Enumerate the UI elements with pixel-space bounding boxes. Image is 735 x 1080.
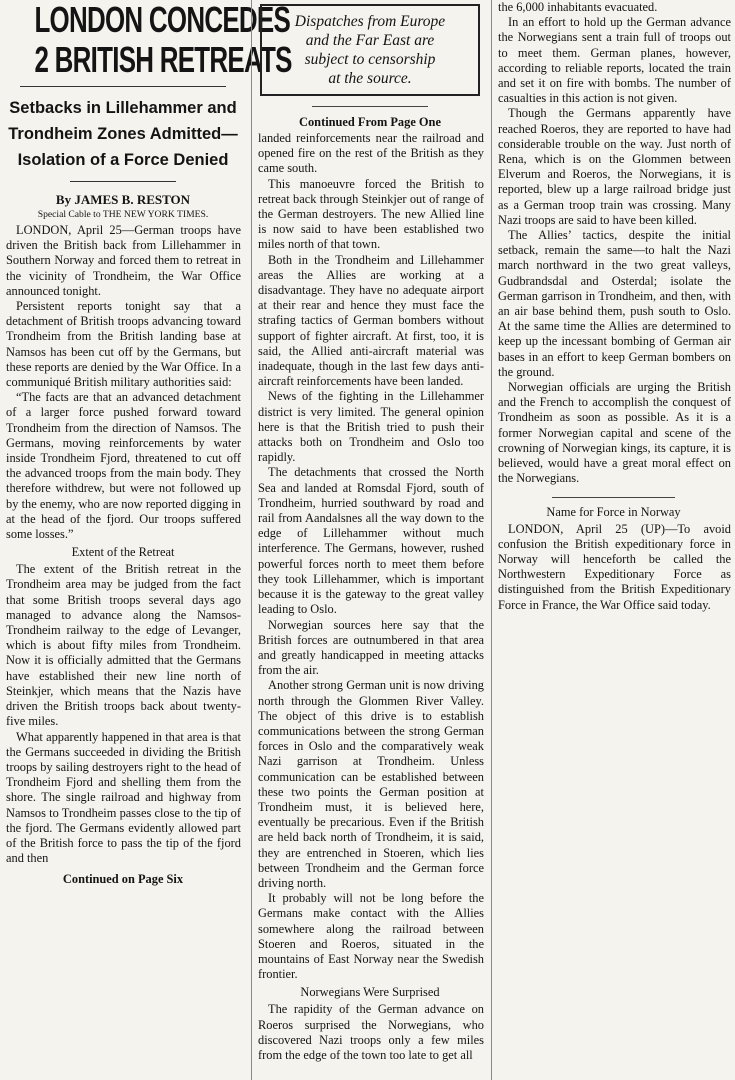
article-paragraph: It probably will not be long before the Germans make contact with the Allies somewhere along the railroad between Stoeren and Roeros, situated in the mountains of East Norway near the Swedish frontier. — [258, 891, 484, 982]
headline-line-1: LONDON CONCEDES — [34, 0, 291, 40]
cable-credit: Special Cable to THE NEW YORK TIMES. — [37, 209, 209, 220]
deck-line-2: Trondheim Zones Admitted— — [8, 125, 238, 143]
censor-line-2: and the Far East are — [305, 32, 435, 49]
continued-on-page-six: Continued on Page Six — [62, 872, 184, 887]
byline: By JAMES B. RESTON — [55, 192, 191, 207]
article-paragraph: The detachments that crossed the North Sea and landed at Romsdal Fjord, south of Trondheim, hurried southward by road and rail from Aandalsnes all the way down to the edge of Lillehammer without much interference. The Germans, however, rushed powerful forces north to meet them before they took Lillehammer, which is important because it is the gateway to the great valley leading to Oslo. — [258, 465, 484, 617]
notice-rule — [552, 497, 675, 498]
deck-rule — [70, 181, 176, 182]
continued-from-page-one: Continued From Page One — [299, 115, 441, 129]
continued-rule — [312, 106, 428, 107]
column-3 — [491, 0, 735, 1080]
headline-rule — [20, 86, 226, 87]
column-1 — [0, 0, 292, 1080]
article-paragraph: Both in the Trondheim and Lillehammer areas the Allies are working at a disadvantage. They have no adequate airport at their rear and hence they must face the strafing tactics of German bombers without support of fighter aircraft. At first, too, it is said, the Allied anti-aircraft material was inadequate, though in the last few days anti-aircraft reinforcements have been landed. — [258, 252, 484, 389]
article-paragraph: The rapidity of the German advance on Roeros surprised the Norwegians, who discovered Nazi troops only a few miles from the edge of the town too late to get all — [258, 1002, 484, 1062]
article-paragraph: LONDON, April 25 (UP)—To avoid confusion the British expeditionary force in Norway will henceforth be called the Northwestern Expeditionary Force as distinguished from the British Expeditionary Force in France, the War Office said today. — [498, 521, 731, 612]
article-paragraph: the 6,000 inhabitants evacuated. — [498, 0, 658, 14]
subheading-extent-of-retreat: Extent of the Retreat — [71, 545, 175, 560]
article-paragraph: Norwegian sources here say that the British forces are outnumbered in that area and greatly handicapped in meeting attacks from the air. — [258, 617, 484, 678]
censor-line-3: subject to censorship — [304, 51, 436, 68]
subheading-name-for-force: Name for Force in Norway — [546, 504, 681, 519]
article-paragraph: News of the fighting in the Lillehammer district is very limited. The general opinion here is that the British tried to push their attacks both on Trondheim and Oslo too rapidly. — [258, 389, 484, 465]
article-paragraph: What apparently happened in that area is that the Germans succeeded in dividing the British troops by sailing destroyers right to the head of Trondheim Fjord and shelling them from the shore. The single railroad and highway from Namsos to Trondheim passes close to the tip of the fjord. The Germans evidently allowed part of the British force to pass the tip of the fjord and then — [6, 729, 241, 866]
article-paragraph: The extent of the British retreat in the Trondheim area may be judged from the fact that some British troops several days ago managed to advance along the Namsos-Trondheim railway to the edge of Levanger, which is about fifty miles from Trondheim. Now it is officially admitted that the Germans have established their new line north of Steinkjer, which means that the Nazis have driven the British troops back about twenty-five miles. — [6, 562, 241, 729]
article-paragraph: Persistent reports tonight say that a detachment of British troops advancing toward Trondheim from the British landing base at Namsos has been cut off by the Germans, but these reports are denied by the War Office. In a communiqué British military authorities said: — [6, 299, 241, 390]
article-paragraph: Norwegian officials are urging the British and the French to accomplish the conquest of Trondheim as soon as possible. As it is a former Norwegian capital and scene of the crowning of Norwegian kings, its capture, it is believed, would have a great moral effect on the Norwegians. — [498, 380, 731, 486]
article-paragraph: Though the Germans apparently have reached Roeros, they are reported to have had considerable trouble on the way. Just north of Rena, which is on the Glommen between Elverum and Roeros, the Norwegians, it is reported, blew up a large railroad bridge just as a German troop train was crossing. Many Nazi troops are said to have been killed. — [498, 106, 731, 227]
deck-line-3: Isolation of a Force Denied — [17, 151, 229, 169]
censor-line-4: at the source. — [328, 70, 412, 87]
deck-line-1: Setbacks in Lillehammer and — [9, 99, 237, 117]
censor-line-1: Dispatches from Europe — [294, 13, 446, 30]
censorship-notice-box — [260, 4, 480, 96]
article-paragraph: landed reinforcements near the railroad and opened fire on the rest of the British as they came south. — [258, 131, 484, 176]
article-paragraph: “The facts are that an advanced detachment of a larger force pushed forward toward Trondheim from the direction of Namsos. The Germans, moving reinforcements by water inside Trondheim Fjord, threatened to cut off the advanced troops from the main body. They therefore withdrew, but were not followed up by the enemy, who are now reported digging in at the head of the fjord. Our troops suffered some losses.” — [6, 390, 241, 542]
article-paragraph: Another strong German unit is now driving north through the Glommen River Valley. The object of this drive is to establish communications between the strong German forces in Oslo and the comparatively weak Nazi garrison at Trondheim. Unless communication can be established between these two points the German position at Trondheim must, it is believed here, eventually be precarious. Even if the British are held back north of Trondheim, it is said, they are entrenched in Stoeren, which lies between Trondheim and the German force driving north. — [258, 678, 484, 890]
column-2 — [251, 0, 488, 1080]
article-paragraph: This manoeuvre forced the British to retreat back through Steinkjer out of range of the German destroyers. The new Allied line is now said to have been established two miles north of that town. — [258, 176, 484, 252]
article-paragraph: LONDON, April 25—German troops have driven the British back from Lillehammer in Southern Norway and forced them to retreat in the vicinity of Trondheim, the War Office announced tonight. — [6, 223, 241, 298]
subheading-norwegians-surprised: Norwegians Were Surprised — [300, 985, 440, 1000]
article-paragraph: In an effort to hold up the German advance the Norwegians sent a train full of troops out to meet them. German planes, however, according to reliable reports, located the train and set it on fire with bombs. The number of casualties in this action is not given. — [498, 15, 731, 106]
headline-deck — [0, 95, 246, 173]
headline-line-2: 2 BRITISH RETREATS — [34, 39, 292, 80]
article-paragraph: The Allies’ tactics, despite the initial setback, remain the same—to halt the Nazi march northward in the two great valleys, Gudbrandsdal and Osterdal; isolate the German garrison in Trondheim, and then, with an air base behind them, push south to Oslo. At the same time the Allies are determined to keep up the incessant bombing of German air bases in an effort to keep German bombers on the ground. — [498, 228, 731, 379]
